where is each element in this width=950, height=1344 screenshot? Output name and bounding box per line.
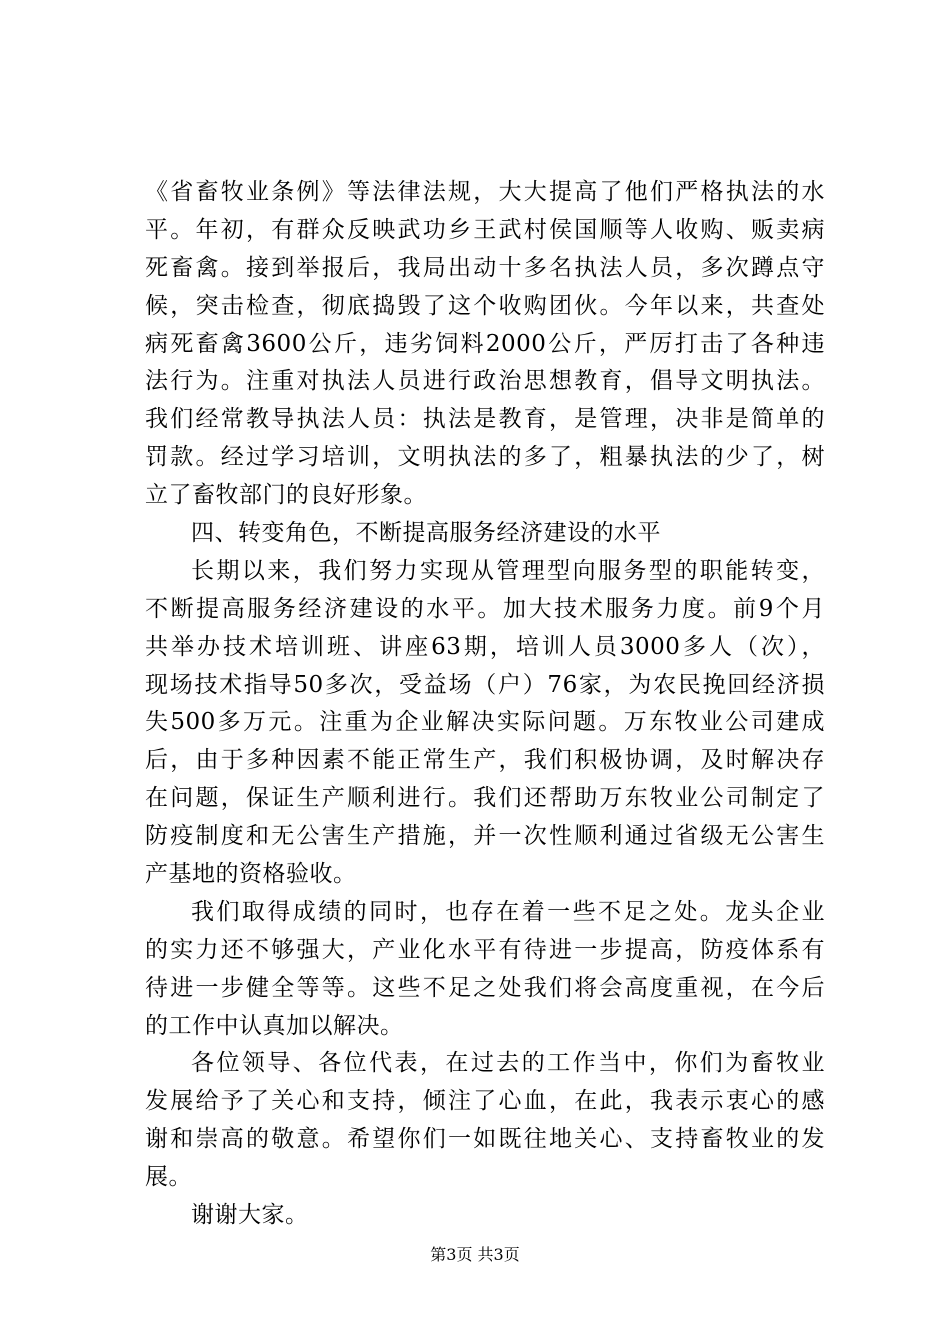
text-line: 的实力还不够强大，产业化水平有待进一步提高，防疫体系有 [145,936,825,963]
text-line: 立了畜牧部门的良好形象。 [145,482,427,509]
text-line: 在问题，保证生产顺利进行。我们还帮助万东牧业公司制定了 [145,785,825,812]
text-line: 谢和崇高的敬意。希望你们一如既往地关心、支持畜牧业的发 [145,1126,825,1153]
text-line: 产基地的资格验收。 [145,861,357,888]
text-line: 展。 [145,1164,192,1191]
text-line: 谢谢大家。 [191,1202,309,1229]
text-line: 发展给予了关心和支持，倾注了心血，在此，我表示衷心的感 [145,1088,825,1115]
text-line: 候，突击检查，彻底捣毁了这个收购团伙。今年以来，共查处 [145,292,825,319]
text-line: 待进一步健全等等。这些不足之处我们将会高度重视，在今后 [145,974,825,1001]
text-line: 防疫制度和无公害生产措施，并一次性顺利通过省级无公害生 [145,823,825,850]
text-line: 共举办技术培训班、讲座63期，培训人员3000多人（次）， [145,633,825,660]
text-line: 失500多万元。注重为企业解决实际问题。万东牧业公司建成 [145,709,825,736]
text-line: 各位领导、各位代表，在过去的工作当中，你们为畜牧业 [191,1050,825,1077]
text-line: 平。年初，有群众反映武功乡王武村侯国顺等人收购、贩卖病 [145,216,825,243]
text-line: 《省畜牧业条例》等法律法规，大大提高了他们严格执法的水 [145,179,825,205]
page-footer: 第3页 共3页 [430,1245,520,1264]
document-body [145,174,825,1235]
text-line: 四、转变角色，不断提高服务经济建设的水平 [191,520,661,547]
text-line: 病死畜禽3600公斤，违劣饲料2000公斤，严厉打击了各种违 [145,330,825,357]
text-line: 现场技术指导50多次，受益场（户）76家，为农民挽回经济损 [145,671,825,698]
text-line: 法行为。注重对执法人员进行政治思想教育，倡导文明执法。 [145,368,825,395]
text-line: 的工作中认真加以解决。 [145,1012,404,1039]
text-line: 罚款。经过学习培训，文明执法的多了，粗暴执法的少了，树 [145,444,825,471]
text-line: 后，由于多种因素不能正常生产，我们积极协调，及时解决存 [145,747,825,774]
text-line: 我们经常教导执法人员：执法是教育，是管理，决非是简单的 [145,406,825,433]
text-line: 不断提高服务经济建设的水平。加大技术服务力度。前9个月 [145,595,825,622]
text-line: 我们取得成绩的同时，也存在着一些不足之处。龙头企业 [191,898,825,925]
text-line: 死畜禽。接到举报后，我局出动十多名执法人员，多次蹲点守 [145,254,825,281]
text-line: 长期以来，我们努力实现从管理型向服务型的职能转变， [191,557,825,584]
